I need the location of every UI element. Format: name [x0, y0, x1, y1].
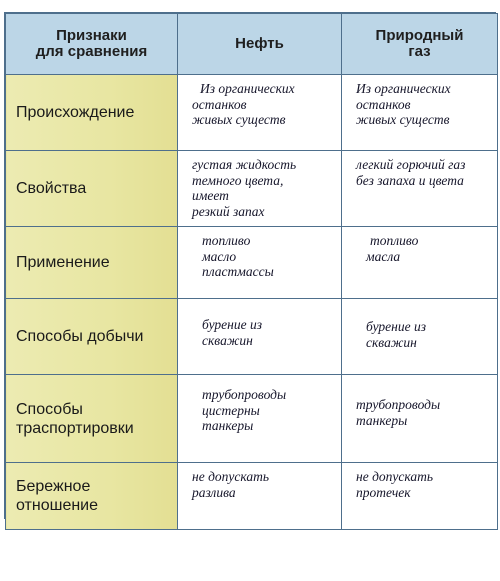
gas-cell-transport	[342, 375, 498, 463]
row-label-care	[6, 463, 178, 530]
row-label-line: Способы добычи	[16, 328, 144, 345]
oil-cell-line: не допускать	[192, 469, 269, 484]
oil-cell-care	[178, 463, 342, 530]
header-oil-label: Нефть	[235, 35, 284, 52]
gas-cell-line: без запаха и цвета	[356, 172, 464, 188]
comparison-table	[4, 12, 496, 519]
oil-cell-properties	[178, 151, 342, 227]
header-criteria-line-1: Признаки	[56, 27, 127, 44]
table-row-transport	[6, 375, 498, 463]
row-label-line: траспортировки	[16, 419, 134, 437]
gas-cell-line: бурение из	[366, 319, 426, 334]
table-row-origin	[6, 75, 498, 151]
row-label-transport	[6, 375, 178, 463]
oil-cell-origin	[178, 75, 342, 151]
gas-cell-line: Из органических	[356, 81, 451, 96]
oil-cell-line: живых существ	[192, 112, 286, 127]
row-label-line: Свойства	[16, 180, 87, 197]
gas-cell-extraction	[342, 299, 498, 375]
gas-cell-application	[342, 227, 498, 299]
row-label-line: Происхождение	[16, 104, 135, 121]
gas-cell-line: легкий горючий газ	[356, 157, 466, 172]
oil-cell-extraction	[178, 299, 342, 375]
header-gas-line-2: газ	[408, 43, 431, 60]
row-label-origin	[6, 75, 178, 151]
row-label-extraction	[6, 299, 178, 375]
oil-cell-line: темного цвета,	[192, 172, 284, 188]
row-label-properties	[6, 151, 178, 227]
oil-cell-line: останков	[192, 96, 247, 112]
oil-cell-line: скважин	[202, 332, 253, 348]
header-criteria	[6, 14, 178, 75]
gas-cell-line: скважин	[366, 334, 417, 350]
header-criteria-line-2: для сравнения	[35, 43, 148, 60]
oil-cell-line: танкеры	[202, 418, 254, 433]
gas-cell-line: танкеры	[356, 412, 408, 428]
oil-cell-line: бурение из	[202, 317, 262, 332]
header-oil	[178, 14, 342, 75]
row-label-line: Бережное	[16, 478, 91, 495]
header-gas	[342, 14, 498, 75]
oil-cell-application	[178, 227, 342, 299]
gas-cell-line: живых существ	[356, 112, 450, 127]
gas-cell-line: останков	[356, 96, 411, 112]
gas-cell-line: трубопроводы	[356, 397, 441, 412]
header-row	[6, 14, 498, 75]
oil-cell-line: имеет	[192, 188, 229, 203]
oil-cell-transport	[178, 375, 342, 463]
oil-cell-line: Из органических	[200, 81, 295, 96]
oil-cell-line: густая жидкость	[192, 157, 297, 172]
header-gas-line-1: Природный	[375, 27, 464, 44]
gas-cell-line: масла	[366, 248, 401, 264]
gas-cell-line: протечек	[356, 484, 411, 500]
oil-cell-line: разлива	[192, 484, 236, 500]
table-row-care	[6, 463, 498, 530]
gas-cell-properties	[342, 151, 498, 227]
row-label-line: Применение	[16, 254, 110, 271]
oil-cell-line: резкий запах	[192, 203, 265, 219]
row-label-line: Способы	[16, 400, 83, 418]
gas-cell-line: топливо	[370, 233, 419, 248]
row-label-application	[6, 227, 178, 299]
table-row-properties	[6, 151, 498, 227]
table-row-extraction	[6, 299, 498, 375]
oil-cell-line: топливо	[202, 233, 251, 248]
oil-cell-line: трубопроводы	[202, 387, 287, 402]
oil-cell-line: масло	[202, 248, 237, 264]
gas-cell-line: не допускать	[356, 469, 433, 484]
gas-cell-origin	[342, 75, 498, 151]
row-label-line: отношение	[16, 497, 99, 514]
table-row-application	[6, 227, 498, 299]
gas-cell-care	[342, 463, 498, 530]
oil-cell-line: цистерны	[202, 402, 260, 418]
oil-cell-line: пластмассы	[202, 264, 274, 279]
